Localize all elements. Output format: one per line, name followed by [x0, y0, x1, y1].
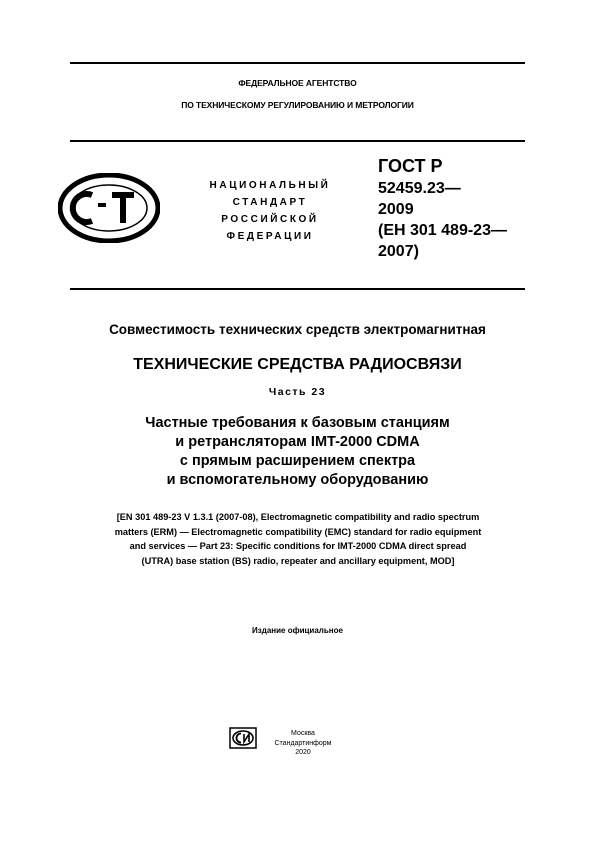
designation-line2: 52459.23— — [378, 180, 461, 197]
top-rule — [70, 62, 525, 64]
subtitle-line4: и вспомогательному оборудованию — [166, 472, 429, 488]
agency-name-line1: ФЕДЕРАЛЬНОЕ АГЕНТСТВО — [238, 78, 357, 88]
designation-line3: 2009 — [378, 201, 414, 218]
original-title-line3: and services — Part 23: Specific conditions for IMT-2000 CDMA direct spread — [129, 541, 467, 551]
agency-name-line2: ПО ТЕХНИЧЕСКОМУ РЕГУЛИРОВАНИЮ И МЕТРОЛОГИИ — [181, 100, 414, 110]
standard-type-line4: ФЕДЕРАЦИИ — [226, 231, 314, 242]
designation-line5: 2007) — [378, 243, 419, 260]
original-title-line2: matters (ERM) — Electromagnetic compatibility (EMC) standard for radio equipment — [114, 526, 482, 537]
standartinform-logo-icon — [229, 727, 257, 749]
publisher-info — [258, 729, 348, 758]
gost-r-emblem-icon — [58, 173, 160, 243]
original-title — [78, 510, 518, 568]
designation-line4: (ЕН 301 489-23— — [378, 222, 507, 239]
publisher-city: Москва — [291, 730, 315, 737]
middle-rule — [70, 288, 525, 290]
standard-type-line3: РОССИЙСКОЙ — [221, 214, 319, 225]
main-title: ТЕХНИЧЕСКИЕ СРЕДСТВА РАДИОСВЯЗИ — [133, 356, 462, 373]
subtitle-line1: Частные требования к базовым станциям — [145, 415, 450, 431]
subtitle-line3: с прямым расширением спектра — [179, 453, 416, 469]
standard-designation — [378, 154, 538, 262]
subtitle-line2: и ретрансляторам IMT-2000 CDMA — [175, 434, 420, 450]
publisher-year: 2020 — [295, 749, 311, 756]
series-title: Совместимость технических средств электромагнитная — [109, 322, 486, 337]
standard-type-line1: НАЦИОНАЛЬНЫЙ — [209, 180, 331, 191]
part-number: Часть 23 — [268, 386, 327, 398]
edition-label: Издание официальное — [252, 626, 343, 635]
original-title-line1: [EN 301 489-23 V 1.3.1 (2007-08), Electromagnetic compatibility and radio spectrum — [116, 512, 480, 522]
header-rule — [70, 140, 525, 142]
publisher-name: Стандартинформ — [274, 739, 332, 747]
standard-type-line2: СТАНДАРТ — [232, 197, 308, 208]
original-title-line4: (UTRA) base station (BS) radio, repeater and ancillary equipment, MOD] — [141, 555, 455, 566]
subtitle — [30, 414, 565, 490]
designation-line1: ГОСТ Р — [378, 156, 443, 176]
